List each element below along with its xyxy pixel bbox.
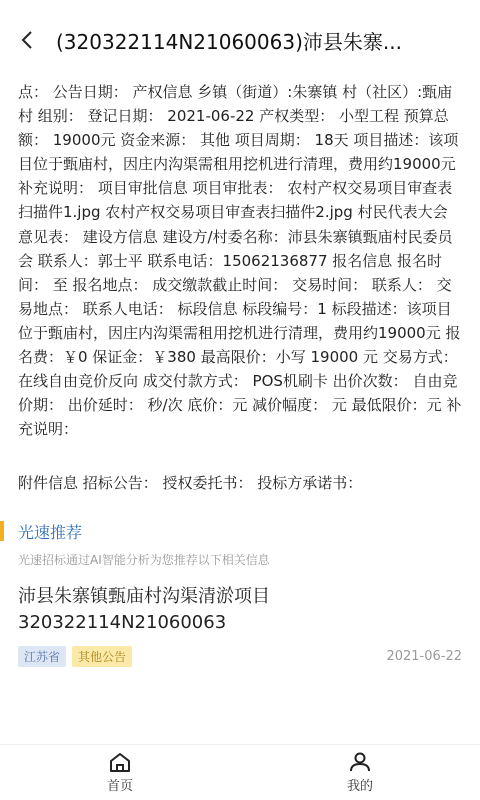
chevron-left-icon	[18, 30, 38, 50]
announcement-body: 点： 公告日期： 产权信息 乡镇（街道）:朱寨镇 村（社区）:甄庙村 组别： 登记日期： 2021-06-22 产权类型： 小型工程 预算总额： 19000元 资金来源： 其他 项目周期： 18天 项目描述：该项目位于甄庙村，因庄内沟渠需租用挖机进行清理，费用约19000元 补充说明： 项目审批信息 项目审批表： 农村产权交易项目审查表扫描件1.jpg 农村产权交易项目审查表扫描件2.jpg 村民代表大会意见表： 建设方信息 建设方/村委名称：沛县朱寨镇甄庙村民委员会 联系人：郭士平 联系电话：15062136877 报名信息 报名时间： 至 报名地点： 成交缴款截止时间： 交易时间： 联系人： 交易地点： 联系人电话： 标段信息 标段编号：1 标段描述：该项目位于甄庙村，因庄内沟渠需租用挖机进行清理，费用约19000元 报名费：￥0 保证金：￥380 最高限价：小写 19000 元 交易方式： 在线自由竞价反向 成交付款方式： POS机刷卡 出价次数： 自由竞价期： 出价延时： 秒/次 底价：元 减价幅度： 元 最低限价：元 补充说明：	[18, 83, 462, 439]
recommend-item-date: 2021-06-22	[386, 649, 462, 665]
recommend-item-meta	[18, 646, 462, 667]
tab-home-label: 首页	[106, 779, 133, 794]
recommend-subtitle: 光速招标通过AI智能分析为您推荐以下相关信息	[18, 553, 270, 568]
category-tag: 其他公告	[72, 646, 132, 667]
bottom-tab-bar	[0, 744, 480, 800]
recommend-title: 光速推荐	[18, 522, 83, 542]
recommend-item[interactable]	[0, 584, 480, 667]
tab-home[interactable]	[0, 745, 240, 800]
recommend-header	[0, 517, 480, 545]
back-button[interactable]	[0, 0, 56, 80]
tab-mine[interactable]	[240, 745, 480, 800]
home-icon	[108, 751, 132, 773]
recommend-item-title: 沛县朱寨镇甄庙村沟渠清淤项目320322114N21060063	[18, 586, 270, 634]
top-bar	[0, 0, 480, 80]
detail-scroll-area[interactable]	[0, 80, 480, 745]
page-title: (320322114N21060063)沛县朱寨...	[56, 29, 402, 54]
recommend-accent-bar	[0, 521, 4, 541]
tab-mine-label: 我的	[346, 779, 373, 794]
attachments-info: 附件信息 招标公告： 授权委托书： 投标方承诺书：	[18, 474, 363, 493]
user-icon	[348, 751, 372, 773]
province-tag: 江苏省	[18, 646, 66, 667]
